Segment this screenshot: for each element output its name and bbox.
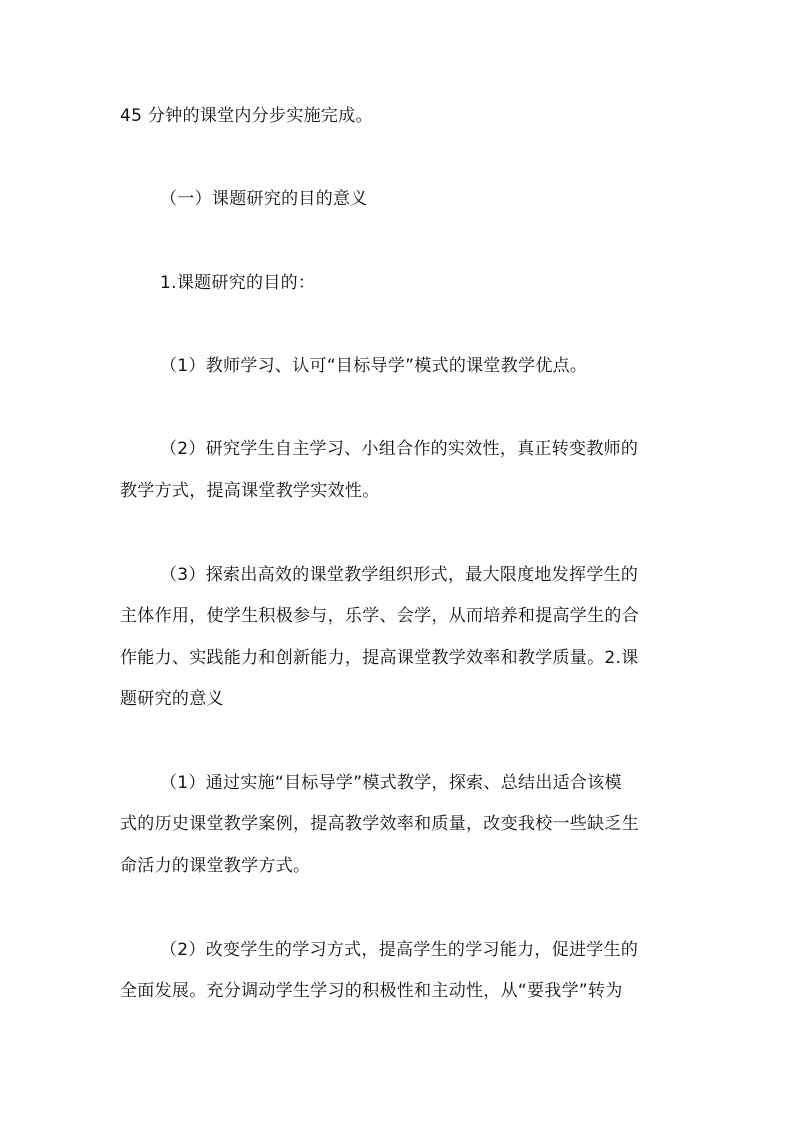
subsection-heading: 1.课题研究的目的： [160,273,316,293]
section-heading: （一）课题研究的目的意义 [160,189,368,209]
text-line: 式的历史课堂教学案例，提高教学效率和质量，改变我校一些缺乏生 [120,814,639,834]
text-line: 45 分钟的课堂内分步实施完成。 [120,106,373,126]
text-line: 全面发展。充分调动学生学习的积极性和主动性，从“要我学”转为 [120,981,623,1001]
text-line: 作能力、实践能力和创新能力，提高课堂教学效率和教学质量。2.课 [120,648,639,668]
text-line: 命活力的课堂教学方式。 [120,856,311,876]
text-line: 主体作用，使学生积极参与，乐学、会学，从而培养和提高学生的合 [120,606,639,626]
text-line: （1）教师学习、认可“目标导学”模式的课堂教学优点。 [160,356,588,376]
text-line: 题研究的意义 [120,689,224,709]
text-line: （1）通过实施“目标导学”模式教学，探索、总结出适合该模 [160,773,622,793]
text-line: （2）改变学生的学习方式，提高学生的学习能力，促进学生的 [160,940,639,960]
text-line: （3）探索出高效的课堂教学组织形式，最大限度地发挥学生的 [160,565,639,585]
text-line: 教学方式，提高课堂教学实效性。 [120,481,380,501]
text-line: （2）研究学生自主学习、小组合作的实效性，真正转变教师的 [160,439,639,459]
